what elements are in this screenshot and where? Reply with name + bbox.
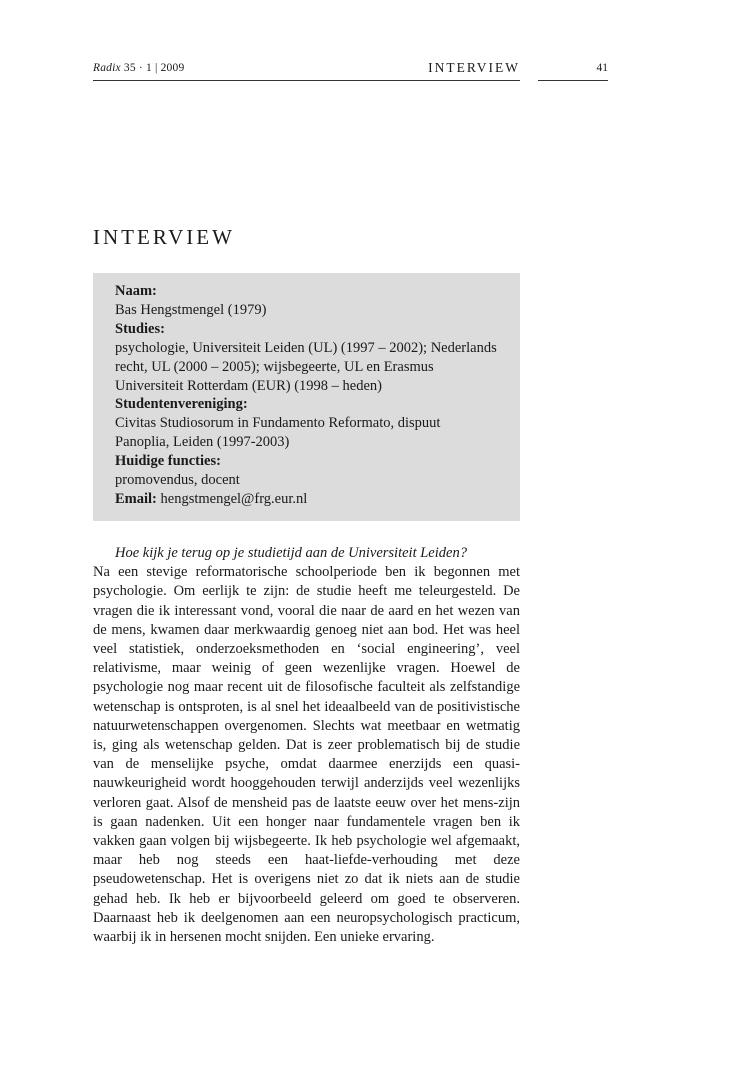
functions-label: Huidige functies:: [115, 453, 221, 470]
running-head-section: INTERVIEW: [428, 60, 520, 75]
page-title: INTERVIEW: [93, 225, 235, 249]
interview-body: [93, 544, 520, 947]
running-head: [93, 62, 520, 81]
profile-box: [93, 273, 520, 521]
email-label: Email:: [115, 490, 157, 507]
journal-citation: [93, 62, 184, 74]
interview-answer: Na een stevige reformatorische schoolperiode ben ik begonnen met psychologie. Om eerlijk te zijn: de studie heeft me teleurgesteld. De vragen die ik interessant vond, vooral die naar de aard en het wezen van de mens, kwamen daar merkwaardig genoeg niet aan bod. Het was heel veel statistiek, onderzoeksmethoden en ‘social engineering’, veel relativisme, maar weinig of geen wezenlijke vragen. Hoewel de psychologie nog maar recent uit de filosofische faculteit als zelfstandige wetenschap is ontsproten, is al snel het ideaalbeeld van de positivistische natuurwetenschappen overgenomen. Slechts wat meetbaar en wetmatig is, ging als wetenschap gelden. Dat is zeer problematisch bij de studie van de menselijke psyche, omdat daarmee enerzijds een quasi-nauwkeurigheid wordt hooggehouden terwijl anderzijds veel wezenlijks verloren gaat. Alsof de mensheid pas de laatste eeuw over het mens-zijn is gaan nadenken. Uit een honger naar fundamentele vragen ben ik vakken gaan volgen bij wijsbegeerte. Ik heb psychologie wel afgemaakt, maar heb nog steeds een haat-liefde-verhouding met deze pseudowetenschap. Het is overigens niet zo dat ik niets aan de studie gehad heb. Ik heb er bijvoorbeeld geleerd om goed te observeren. Daarnaast heb ik deelgenomen aan een neuropsychologisch practicum, waarbij ik in hersenen mocht snijden. Een unieke ervaring.: [93, 564, 520, 946]
name-label: Naam:: [115, 283, 157, 299]
journal-issue: 35 · 1 | 2009: [123, 62, 185, 74]
functions-value: promovendus, docent: [115, 472, 240, 489]
page-number: 41: [538, 62, 608, 81]
email-value: hengstmengel@frg.eur.nl: [160, 490, 308, 507]
name-value: Bas Hengstmengel (1979): [115, 301, 267, 318]
association-value: Civitas Studiosorum in Fundamento Reformato, dispuut Panoplia, Leiden (1997-2003): [115, 415, 441, 451]
association-label: Studentenvereniging:: [115, 396, 248, 413]
studies-label: Studies:: [115, 320, 165, 337]
email-line: [115, 490, 498, 509]
studies-value: psychologie, Universiteit Leiden (UL) (1997 – 2002); Nederlands recht, UL (2000 – 2005); wijsbegeerte, UL en Erasmus Universiteit Rotterdam (EUR) (1998 – heden): [115, 339, 497, 394]
journal-name: Radix: [93, 62, 121, 74]
interview-question: Hoe kijk je terug op je studietijd aan de Universiteit Leiden?: [115, 545, 467, 561]
